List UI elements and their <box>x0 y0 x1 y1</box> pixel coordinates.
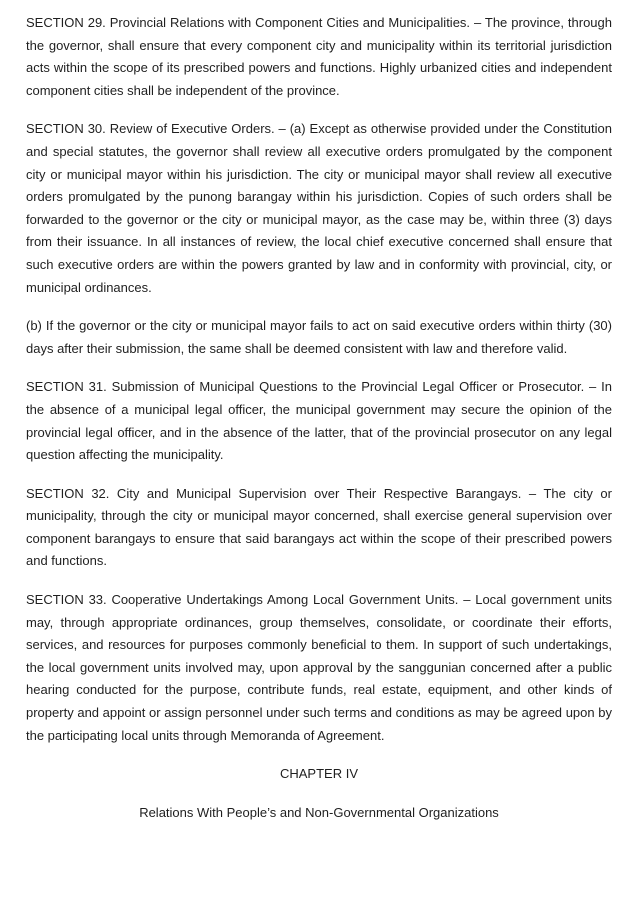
document-page <box>26 12 612 840</box>
chapter-heading: CHAPTER IV <box>279 766 358 782</box>
section-30-paragraph: SECTION 30. Review of Executive Orders. – (a) Except as otherwise provided under the Constitution and special statutes, the governor shall review all executive orders promulgated by the component city or municipal mayor within his jurisdiction. The city or municipal mayor shall review all executive orders promulgated by the punong barangay within his jurisdiction. Copies of such orders shall be forwarded to the governor or the city or municipal mayor, as the case may be, within three (3) days from their issuance. In all instances of review, the local chief executive concerned shall ensure that such executive orders are within the powers granted by law and in conformity with provincial, city, or municipal ordinances. <box>26 121 612 295</box>
section-32-paragraph: SECTION 32. City and Municipal Supervision over Their Respective Barangays. – The city or municipality, through the city or municipal mayor concerned, shall exercise general supervision over component barangays to ensure that said barangays act within the scope of their prescribed powers and functions. <box>26 485 612 569</box>
section-29-paragraph: SECTION 29. Provincial Relations with Component Cities and Municipalities. – The province, through the governor, shall ensure that every component city and municipality within its territorial jurisdiction acts within the scope of its prescribed powers and functions. Highly urbanized cities and independent component cities shall be independent of the province. <box>26 15 612 98</box>
chapter-title: Relations With People’s and Non-Governmental Organizations <box>139 804 499 820</box>
section-33-paragraph: SECTION 33. Cooperative Undertakings Among Local Government Units. – Local government units may, through appropriate ordinances, group themselves, consolidate, or coordinate their efforts, services, and resources for purposes commonly beneficial to them. In support of such undertakings, the local government units involved may, upon approval by the sanggunian concerned after a public hearing conducted for the purpose, contribute funds, real estate, equipment, and other kinds of property and appoint or assign personnel under such terms and conditions as may be agreed upon by the participating local units through Memoranda of Agreement. <box>26 592 612 743</box>
section-31-paragraph: SECTION 31. Submission of Municipal Questions to the Provincial Legal Officer or Prosecutor. – In the absence of a municipal legal officer, the municipal government may secure the opinion of the provincial legal officer, and in the absence of the latter, that of the provincial prosecutor on any legal question affecting the municipality. <box>26 379 612 463</box>
section-30b-paragraph: (b) If the governor or the city or municipal mayor fails to act on said executive orders within thirty (30) days after their submission, the same shall be deemed consistent with law and therefore valid. <box>26 318 612 356</box>
